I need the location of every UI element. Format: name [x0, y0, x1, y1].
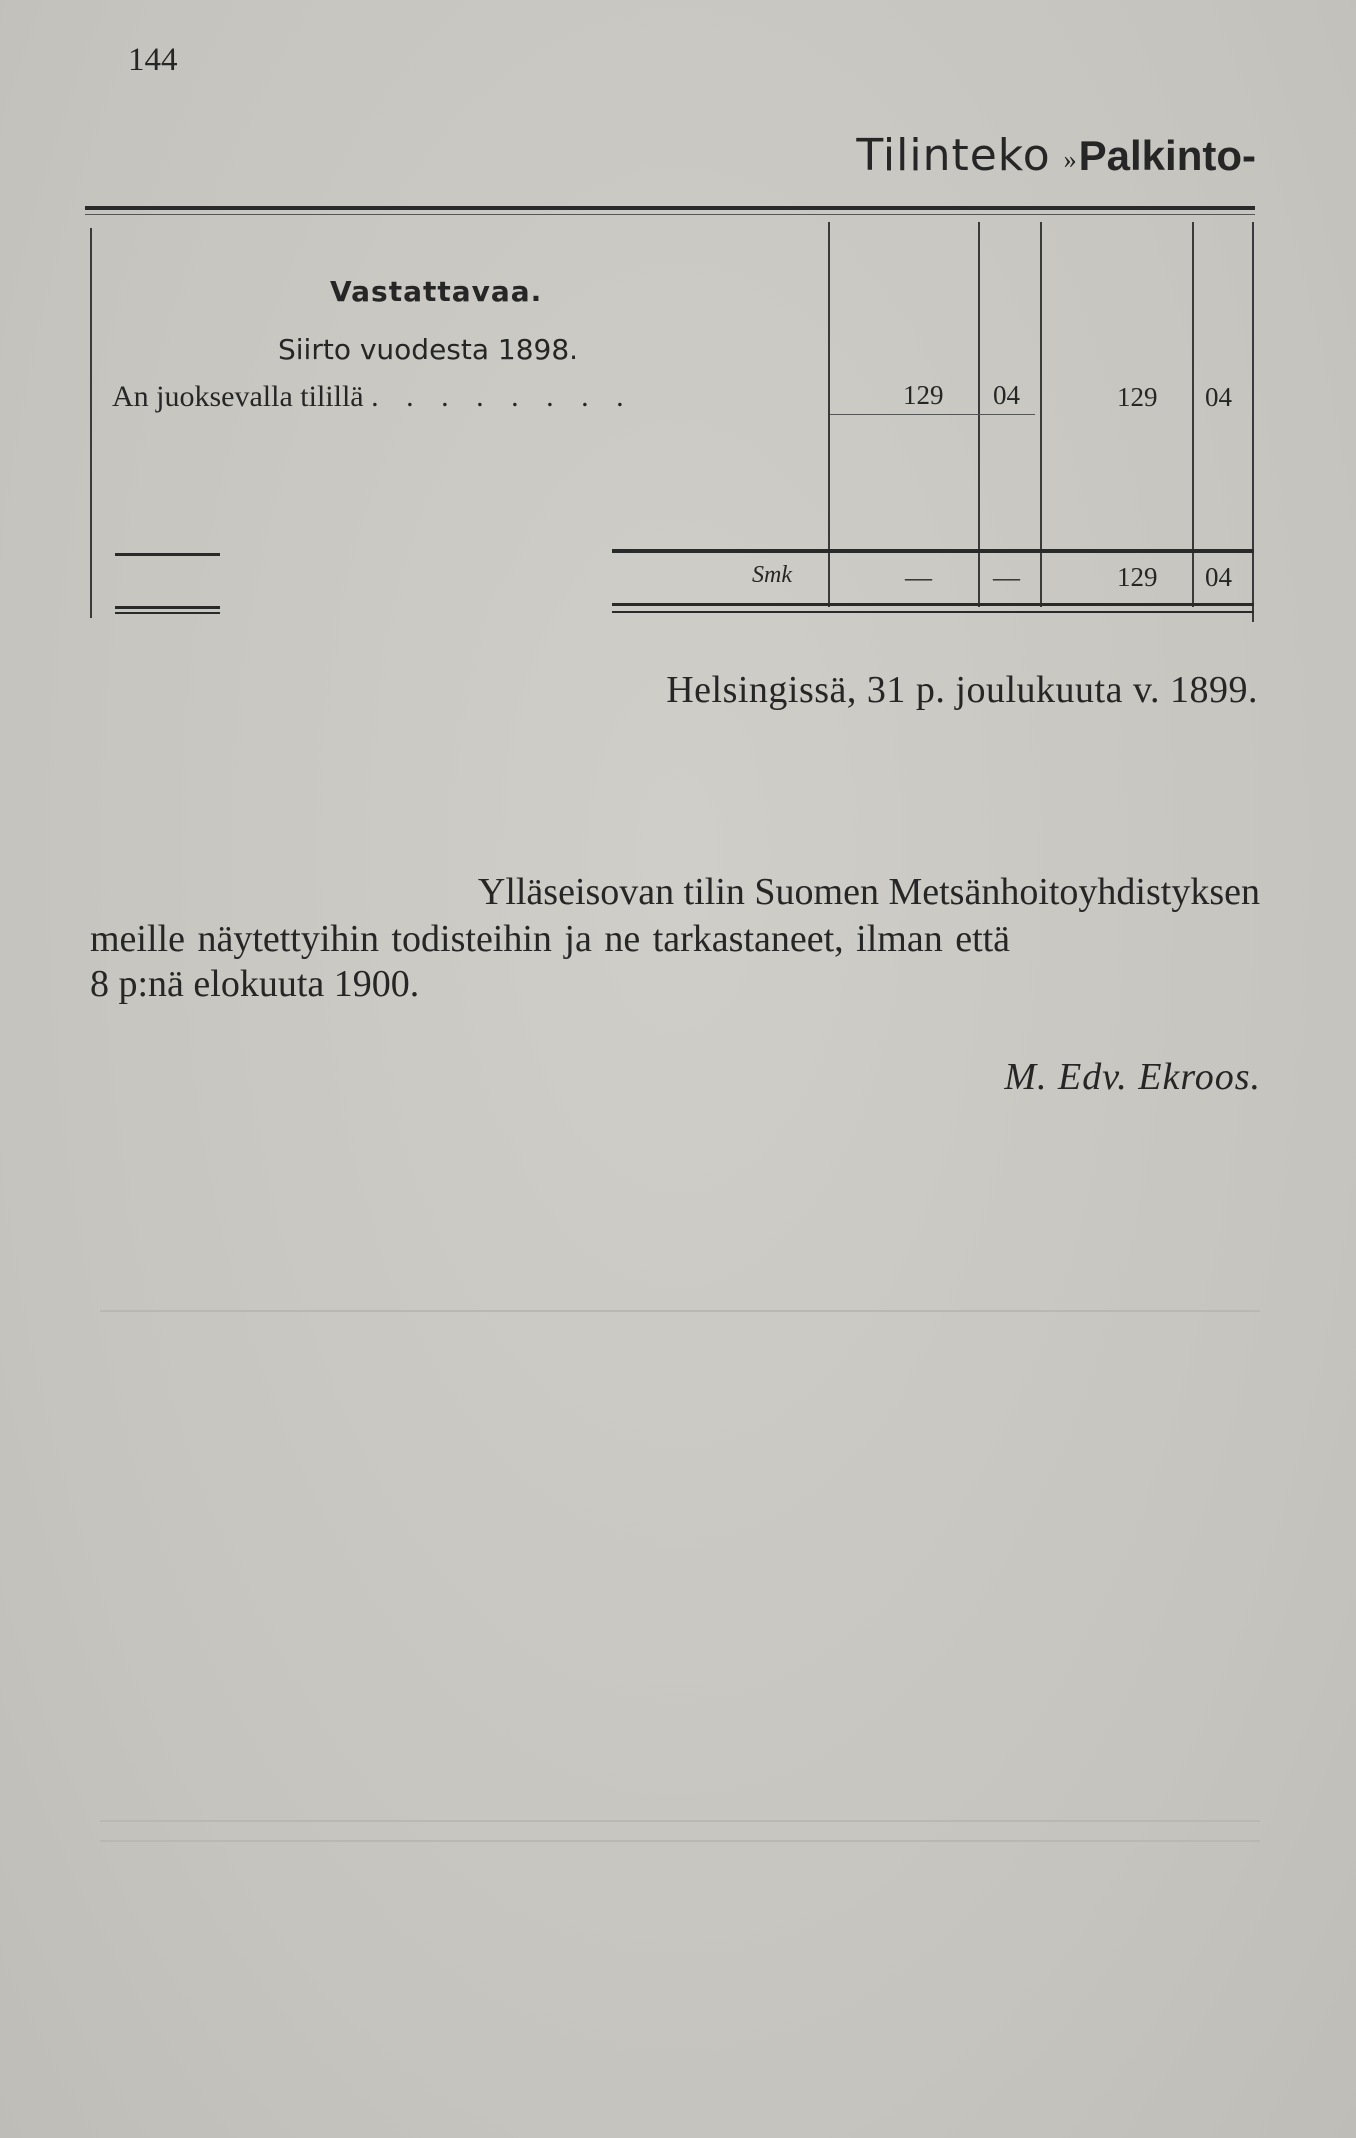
left-double-rule	[115, 612, 220, 614]
place-date-line: Helsingissä, 31 p. joulukuuta v. 1899.	[666, 669, 1258, 711]
total-rule-top	[612, 549, 1254, 553]
total-col2-markka: 129	[1117, 562, 1158, 592]
total-col2-penni: 04	[1205, 562, 1232, 592]
signature: M. Edv. Ekroos.	[1004, 1056, 1261, 1098]
left-double-rule	[115, 606, 220, 609]
row-col2-penni: 04	[1205, 382, 1232, 412]
total-col1-penni: —	[993, 562, 1020, 592]
header-title-light: Tilinteko	[856, 130, 1051, 181]
header-rule-thin	[85, 214, 1255, 215]
page-header	[856, 130, 1256, 181]
subtotal-rule	[830, 414, 1035, 415]
paragraph-line-2: meille näytettyihin todisteihin ja ne tarkastaneet, ilman että	[90, 918, 1011, 960]
row-col1-markka: 129	[903, 380, 944, 410]
account-row-text: An juoksevalla tilillä	[112, 380, 364, 413]
paragraph-line-3: 8 p:nä elokuuta 1900.	[90, 963, 420, 1005]
total-col1-markka: —	[905, 562, 932, 592]
carry-forward-label: Siirto vuodesta 1898.	[278, 333, 579, 366]
total-rule-bottom-2	[612, 611, 1254, 613]
table-right-border	[1252, 222, 1254, 622]
table-left-border	[90, 228, 92, 618]
header-rule	[85, 206, 1255, 210]
bleed-through-rule	[100, 1310, 1260, 1312]
header-title-bold: Palkinto-	[1078, 132, 1256, 179]
paragraph-line-1: Ylläseisovan tilin Suomen Metsänhoitoyhdistyksen	[477, 871, 1260, 913]
bleed-through-rule	[100, 1840, 1260, 1842]
total-label: Smk	[752, 562, 792, 588]
total-rule-bottom	[612, 603, 1254, 606]
row-col1-penni: 04	[993, 380, 1020, 410]
row-col2-markka: 129	[1117, 382, 1158, 412]
leader-dots: . . . . . . . .	[371, 380, 634, 413]
bleed-through-rule	[100, 1820, 1260, 1822]
header-separator: »	[1063, 144, 1077, 174]
left-rule	[115, 553, 220, 556]
page-number: 144	[128, 42, 178, 78]
section-heading: Vastattavaa.	[330, 275, 543, 308]
account-row-label	[112, 380, 634, 414]
